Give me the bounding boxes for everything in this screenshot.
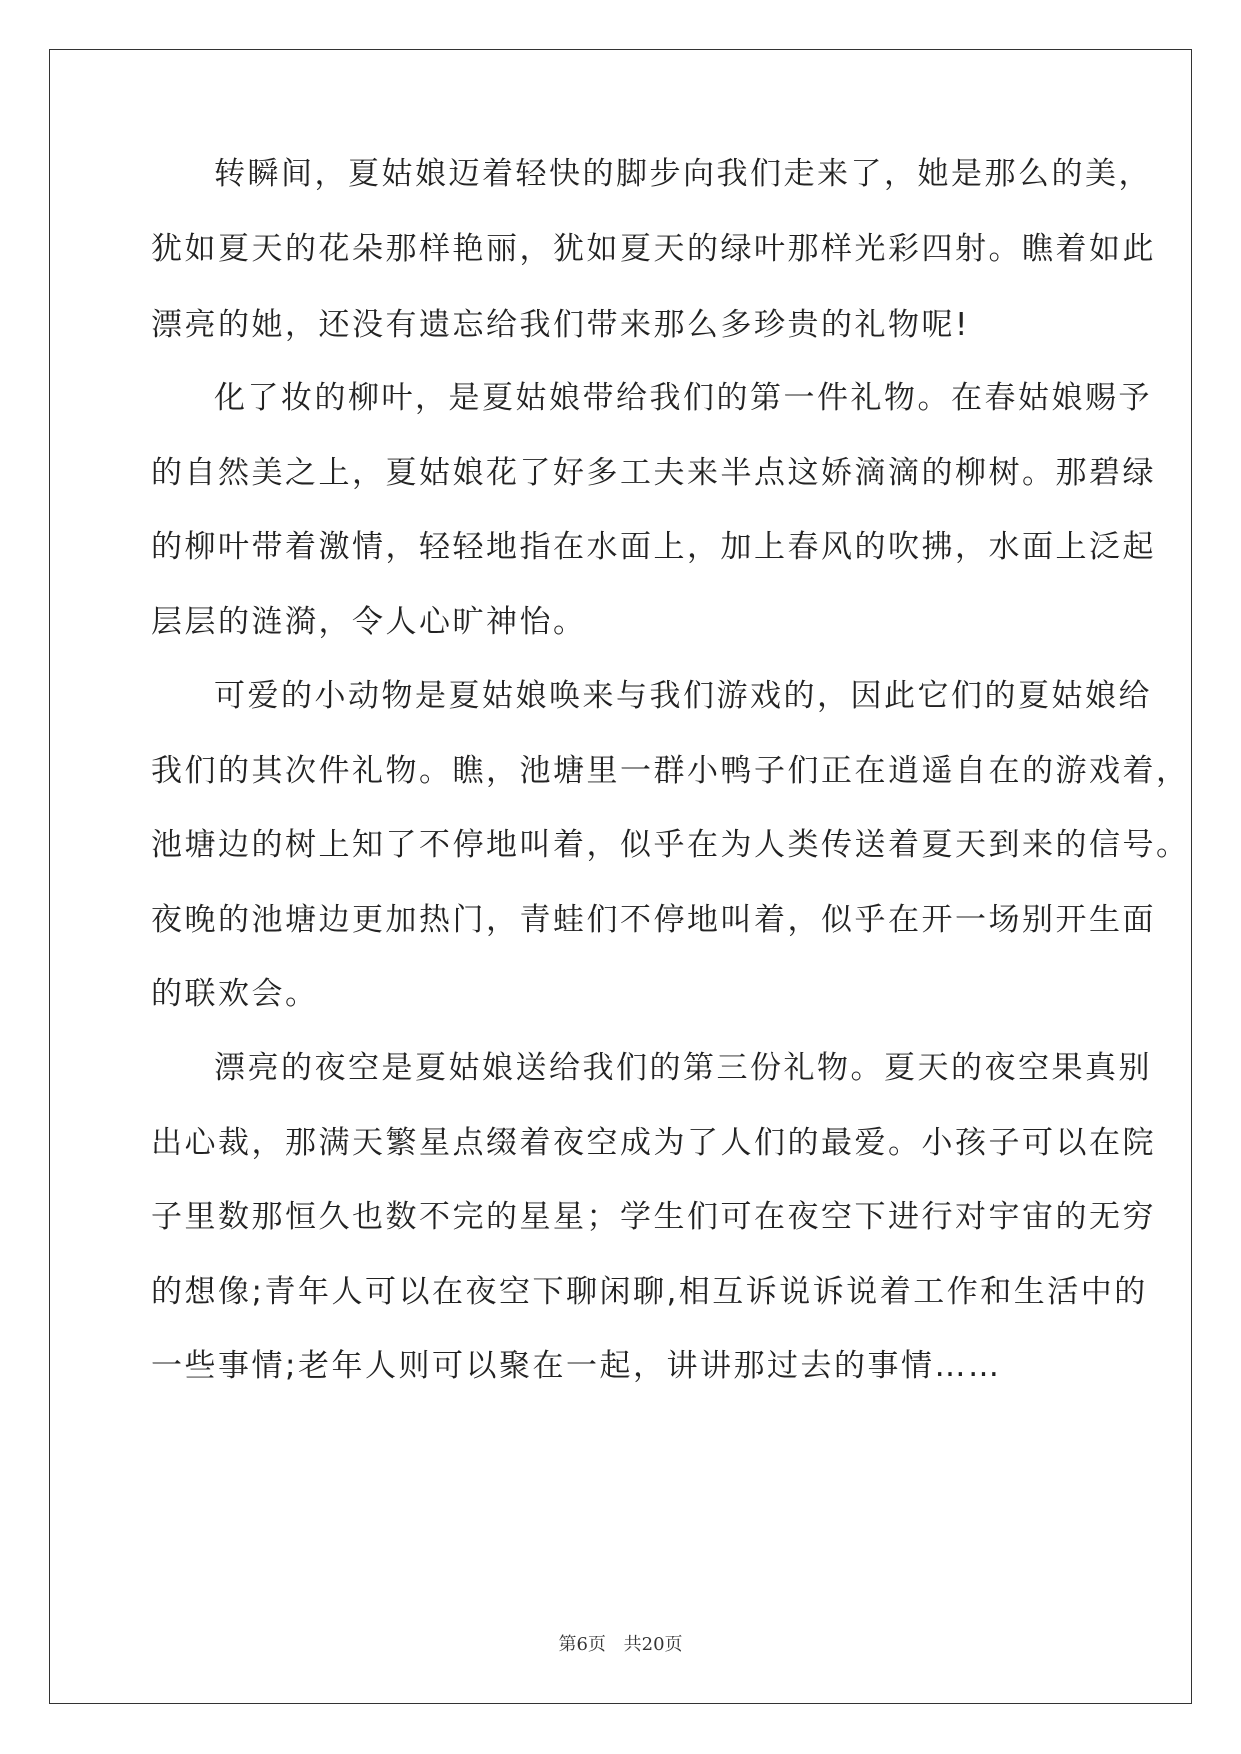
page-footer <box>0 1630 1241 1656</box>
paragraph-3-line-5: 的联欢会。 <box>151 976 319 1012</box>
paragraph-4-line-3: 子里数那恒久也数不完的星星；学生们可在夜空下进行对宇宙的无穷 <box>151 1199 1156 1235</box>
paragraph-3-line-1: 可爱的小动物是夏姑娘唤来与我们游戏的，因此它们的夏姑娘给 <box>214 678 1152 714</box>
page-total: 共20页 <box>623 1634 683 1655</box>
paragraph-3-line-4: 夜晚的池塘边更加热门，青蛙们不停地叫着，似乎在开一场别开生面 <box>151 902 1156 938</box>
paragraph-3-line-2: 我们的其次件礼物。瞧，池塘里一群小鸭子们正在逍遥自在的游戏着， <box>151 753 1190 789</box>
page-border <box>49 49 1192 1704</box>
paragraph-1-line-1: 转瞬间，夏姑娘迈着轻快的脚步向我们走来了，她是那么的美， <box>214 156 1152 192</box>
paragraph-4-line-4: 的想像;青年人可以在夜空下聊闲聊,相互诉说诉说着工作和生活中的 <box>151 1274 1148 1310</box>
page-number: 第6页 <box>558 1634 606 1655</box>
paragraph-4-line-2: 出心裁，那满天繁星点缀着夜空成为了人们的最爱。小孩子可以在院 <box>151 1125 1156 1161</box>
paragraph-2-line-1: 化了妆的柳叶，是夏姑娘带给我们的第一件礼物。在春姑娘赐予 <box>214 380 1152 416</box>
paragraph-3-line-3: 池塘边的树上知了不停地叫着，似乎在为人类传送着夏天到来的信号。 <box>151 827 1190 863</box>
paragraph-4-line-5: 一些事情;老年人则可以聚在一起，讲讲那过去的事情…… <box>151 1348 1002 1384</box>
paragraph-2-line-3: 的柳叶带着激情，轻轻地指在水面上，加上春风的吹拂，水面上泛起 <box>151 529 1156 565</box>
paragraph-2-line-4: 层层的涟漪，令人心旷神怡。 <box>151 604 587 640</box>
paragraph-2-line-2: 的自然美之上，夏姑娘花了好多工夫来半点这娇滴滴的柳树。那碧绿 <box>151 455 1156 491</box>
paragraph-4-line-1: 漂亮的夜空是夏姑娘送给我们的第三份礼物。夏天的夜空果真别 <box>214 1050 1152 1086</box>
paragraph-1-line-2: 犹如夏天的花朵那样艳丽，犹如夏天的绿叶那样光彩四射。瞧着如此 <box>151 231 1156 267</box>
paragraph-1-line-3: 漂亮的她，还没有遗忘给我们带来那么多珍贵的礼物呢! <box>151 307 970 343</box>
